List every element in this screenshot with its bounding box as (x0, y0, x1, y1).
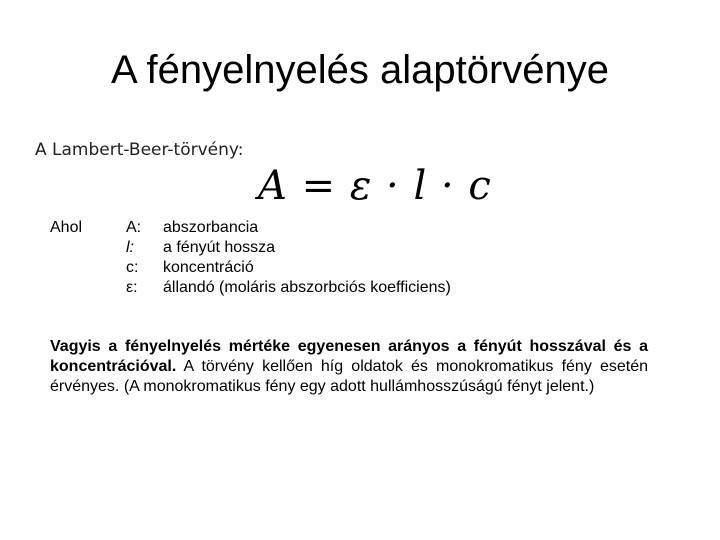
explanation-paragraph (50, 337, 648, 397)
definition-text: állandó (moláris abszorbciós koefficiens) (163, 279, 451, 296)
definition-row (126, 238, 275, 258)
conditions-text: A törvény kellően híg oldatok és monokromatikus fény esetén érvényes. (A monokromatikus fény egy adott hullámhosszúságú fényt jelent.) (50, 358, 648, 395)
definition-symbol: c: (126, 259, 139, 276)
definition-row (126, 258, 254, 278)
definition-text: koncentráció (163, 259, 254, 276)
page-title: A fényelnyelés alaptörvénye (110, 48, 610, 92)
definition-symbol: l: (126, 239, 134, 256)
definition-symbol: ε: (126, 279, 138, 296)
definition-text: abszorbancia (163, 219, 259, 236)
bold-statement: Vagyis a fényelnyelés mértéke egyenesen arányos a fényút hosszával és a koncentrációval. (50, 338, 648, 375)
lambert-beer-formula: A = ε · l · c (258, 163, 492, 209)
where-label: Ahol (50, 219, 83, 236)
law-label: A Lambert-Beer-törvény: (35, 140, 244, 160)
definition-text: a fényút hossza (163, 239, 276, 256)
definition-row (126, 218, 258, 238)
definition-row (126, 278, 451, 298)
definition-symbol: A: (126, 219, 142, 236)
